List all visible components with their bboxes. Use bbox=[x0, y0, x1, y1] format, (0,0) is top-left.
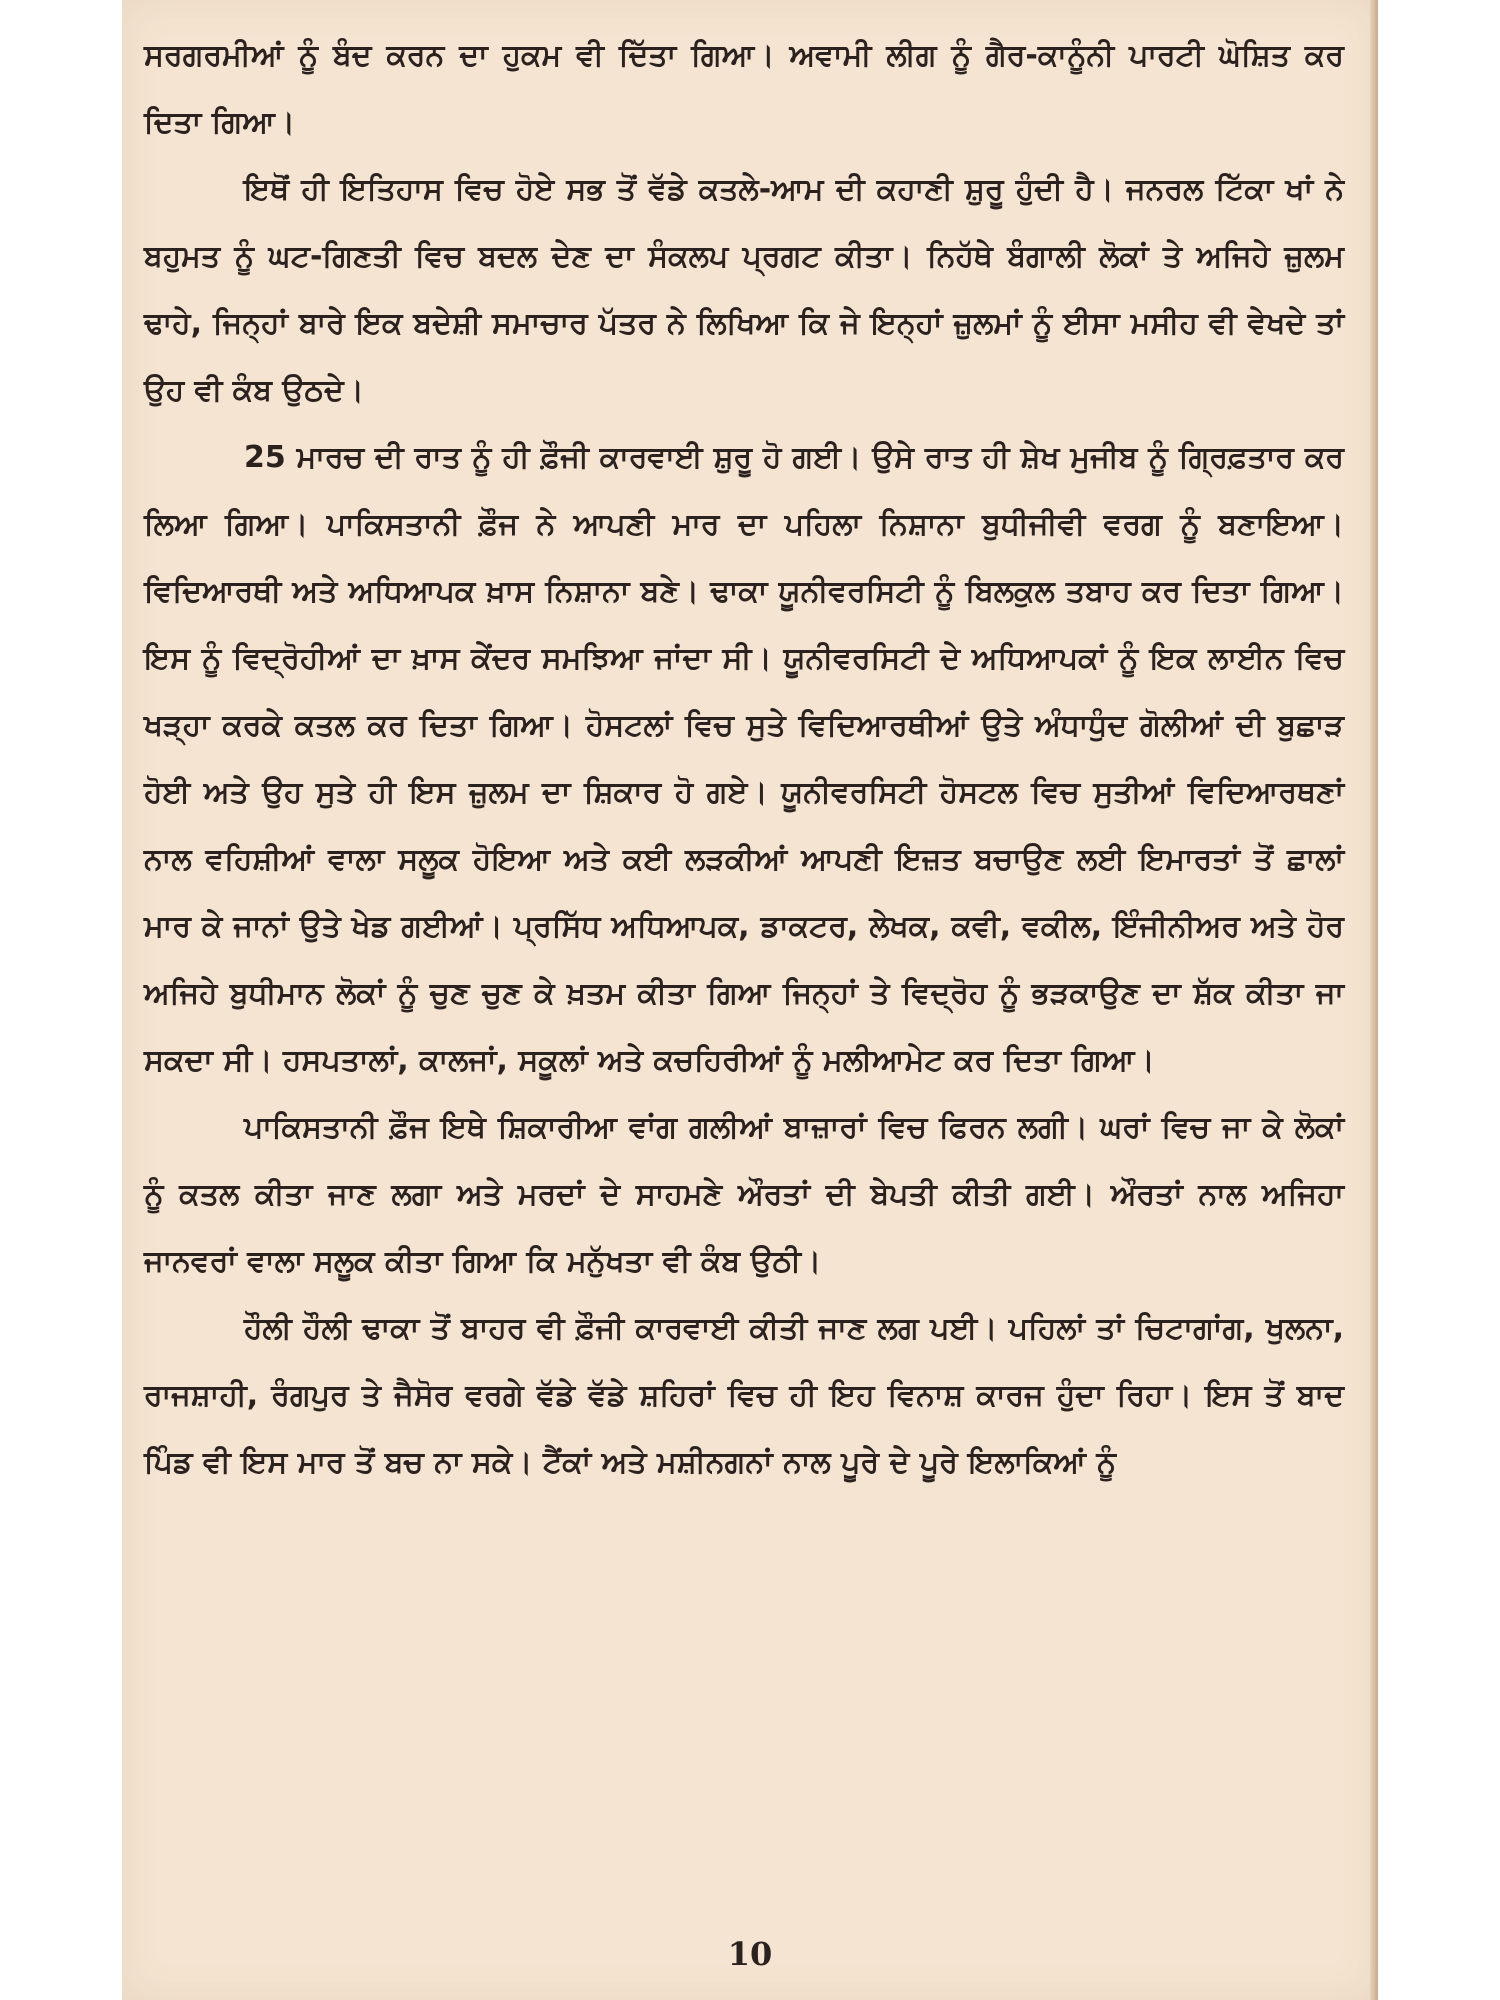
paragraph-2: ਇਥੋਂ ਹੀ ਇਤਿਹਾਸ ਵਿਚ ਹੋਏ ਸਭ ਤੋਂ ਵੱਡੇ ਕਤਲੇ-ਆਮ ਦੀ ਕਹਾਣੀ ਸ਼ੁਰੂ ਹੁੰਦੀ ਹੈ। ਜਨਰਲ ਟਿੱਕਾ ਖਾਂ ਨੇ ਬਹੁਮਤ ਨੂੰ ਘਟ-ਗਿਣਤੀ ਵਿਚ ਬਦਲ ਦੇਣ ਦਾ ਸੰਕਲਪ ਪ੍ਰਗਟ ਕੀਤਾ। ਨਿਹੱਥੇ ਬੰਗਾਲੀ ਲੋਕਾਂ ਤੇ ਅਜਿਹੇ ਜ਼ੁਲਮ ਢਾਹੇ, ਜਿਨ੍ਹਾਂ ਬਾਰੇ ਇਕ ਬਦੇਸ਼ੀ ਸਮਾਚਾਰ ਪੱਤਰ ਨੇ ਲਿਖਿਆ ਕਿ ਜੇ ਇਨ੍ਹਾਂ ਜ਼ੁਲਮਾਂ ਨੂੰ ਈਸਾ ਮਸੀਹ ਵੀ ਵੇਖਦੇ ਤਾਂ ਉਹ ਵੀ ਕੰਬ ਉਠਦੇ। bbox=[144, 172, 1344, 408]
page-number: 10 bbox=[727, 1935, 773, 1973]
paragraph-1: ਸਰਗਰਮੀਆਂ ਨੂੰ ਬੰਦ ਕਰਨ ਦਾ ਹੁਕਮ ਵੀ ਦਿੱਤਾ ਗਿਆ। ਅਵਾਮੀ ਲੀਗ ਨੂੰ ਗੈਰ-ਕਾਨੂੰਨੀ ਪਾਰਟੀ ਘੋਸ਼ਿਤ ਕਰ ਦਿਤਾ ਗਿਆ। bbox=[144, 38, 1344, 140]
paragraph-4: ਪਾਕਿਸਤਾਨੀ ਫ਼ੌਜ ਇਥੇ ਸ਼ਿਕਾਰੀਆ ਵਾਂਗ ਗਲੀਆਂ ਬਾਜ਼ਾਰਾਂ ਵਿਚ ਫਿਰਨ ਲਗੀ। ਘਰਾਂ ਵਿਚ ਜਾ ਕੇ ਲੋਕਾਂ ਨੂੰ ਕਤਲ ਕੀਤਾ ਜਾਣ ਲਗਾ ਅਤੇ ਮਰਦਾਂ ਦੇ ਸਾਹਮਣੇ ਔਰਤਾਂ ਦੀ ਬੇਪਤੀ ਕੀਤੀ ਗਈ। ਔਰਤਾਂ ਨਾਲ ਅਜਿਹਾ ਜਾਨਵਰਾਂ ਵਾਲਾ ਸਲੂਕ ਕੀਤਾ ਗਿਆ ਕਿ ਮਨੁੱਖਤਾ ਵੀ ਕੰਬ ਉਠੀ। bbox=[144, 1110, 1344, 1279]
page-edge-shadow bbox=[1370, 0, 1378, 2000]
body-text bbox=[144, 22, 1344, 1496]
book-page bbox=[122, 0, 1378, 2000]
paragraph-5: ਹੌਲੀ ਹੌਲੀ ਢਾਕਾ ਤੋਂ ਬਾਹਰ ਵੀ ਫ਼ੌਜੀ ਕਾਰਵਾਈ ਕੀਤੀ ਜਾਣ ਲਗ ਪਈ। ਪਹਿਲਾਂ ਤਾਂ ਚਿਟਾਗਾਂਗ, ਖੁਲਨਾ, ਰਾਜਸ਼ਾਹੀ, ਰੰਗਪੁਰ ਤੇ ਜੈਸੋਰ ਵਰਗੇ ਵੱਡੇ ਵੱਡੇ ਸ਼ਹਿਰਾਂ ਵਿਚ ਹੀ ਇਹ ਵਿਨਾਸ਼ ਕਾਰਜ ਹੁੰਦਾ ਰਿਹਾ। ਇਸ ਤੋਂ ਬਾਦ ਪਿੰਡ ਵੀ ਇਸ ਮਾਰ ਤੋਂ ਬਚ ਨਾ ਸਕੇ। ਟੈਂਕਾਂ ਅਤੇ ਮਸ਼ੀਨਗਨਾਂ ਨਾਲ ਪੂਰੇ ਦੇ ਪੂਰੇ ਇਲਾਕਿਆਂ ਨੂੰ bbox=[144, 1311, 1344, 1480]
paragraph-3: 25 ਮਾਰਚ ਦੀ ਰਾਤ ਨੂੰ ਹੀ ਫ਼ੌਜੀ ਕਾਰਵਾਈ ਸ਼ੁਰੂ ਹੋ ਗਈ। ਉਸੇ ਰਾਤ ਹੀ ਸ਼ੇਖ ਮੁਜੀਬ ਨੂੰ ਗ੍ਰਿਫ਼ਤਾਰ ਕਰ ਲਿਆ ਗਿਆ। ਪਾਕਿਸਤਾਨੀ ਫ਼ੌਜ ਨੇ ਆਪਣੀ ਮਾਰ ਦਾ ਪਹਿਲਾ ਨਿਸ਼ਾਨਾ ਬੁਧੀਜੀਵੀ ਵਰਗ ਨੂੰ ਬਣਾਇਆ। ਵਿਦਿਆਰਥੀ ਅਤੇ ਅਧਿਆਪਕ ਖ਼ਾਸ ਨਿਸ਼ਾਨਾ ਬਣੇ। ਢਾਕਾ ਯੂਨੀਵਰਸਿਟੀ ਨੂੰ ਬਿਲਕੁਲ ਤਬਾਹ ਕਰ ਦਿਤਾ ਗਿਆ। ਇਸ ਨੂੰ ਵਿਦ੍ਰੋਹੀਆਂ ਦਾ ਖ਼ਾਸ ਕੇਂਦਰ ਸਮਝਿਆ ਜਾਂਦਾ ਸੀ। ਯੂਨੀਵਰਸਿਟੀ ਦੇ ਅਧਿਆਪਕਾਂ ਨੂੰ ਇਕ ਲਾਈਨ ਵਿਚ ਖੜ੍ਹਾ ਕਰਕੇ ਕਤਲ ਕਰ ਦਿਤਾ ਗਿਆ। ਹੋਸਟਲਾਂ ਵਿਚ ਸੁਤੇ ਵਿਦਿਆਰਥੀਆਂ ਉਤੇ ਅੰਧਾਧੁੰਦ ਗੋਲੀਆਂ ਦੀ ਬੁਛਾੜ ਹੋਈ ਅਤੇ ਉਹ ਸੁਤੇ ਹੀ ਇਸ ਜ਼ੁਲਮ ਦਾ ਸ਼ਿਕਾਰ ਹੋ ਗਏ। ਯੂਨੀਵਰਸਿਟੀ ਹੋਸਟਲ ਵਿਚ ਸੁਤੀਆਂ ਵਿਦਿਆਰਥਣਾਂ ਨਾਲ ਵਹਿਸ਼ੀਆਂ ਵਾਲਾ ਸਲੂਕ ਹੋਇਆ ਅਤੇ ਕਈ ਲੜਕੀਆਂ ਆਪਣੀ ਇਜ਼ਤ ਬਚਾਉਣ ਲਈ ਇਮਾਰਤਾਂ ਤੋਂ ਛਾਲਾਂ ਮਾਰ ਕੇ ਜਾਨਾਂ ਉਤੇ ਖੇਡ ਗਈਆਂ। ਪ੍ਰਸਿੱਧ ਅਧਿਆਪਕ, ਡਾਕਟਰ, ਲੇਖਕ, ਕਵੀ, ਵਕੀਲ, ਇੰਜੀਨੀਅਰ ਅਤੇ ਹੋਰ ਅਜਿਹੇ ਬੁਧੀਮਾਨ ਲੋਕਾਂ ਨੂੰ ਚੁਣ ਚੁਣ ਕੇ ਖ਼ਤਮ ਕੀਤਾ ਗਿਆ ਜਿਨ੍ਹਾਂ ਤੇ ਵਿਦ੍ਰੋਹ ਨੂੰ ਭੜਕਾਉਣ ਦਾ ਸ਼ੱਕ ਕੀਤਾ ਜਾ ਸਕਦਾ ਸੀ। ਹਸਪਤਾਲਾਂ, ਕਾਲਜਾਂ, ਸਕੂਲਾਂ ਅਤੇ ਕਚਹਿਰੀਆਂ ਨੂੰ ਮਲੀਆਮੇਟ ਕਰ ਦਿਤਾ ਗਿਆ। bbox=[144, 440, 1344, 1078]
